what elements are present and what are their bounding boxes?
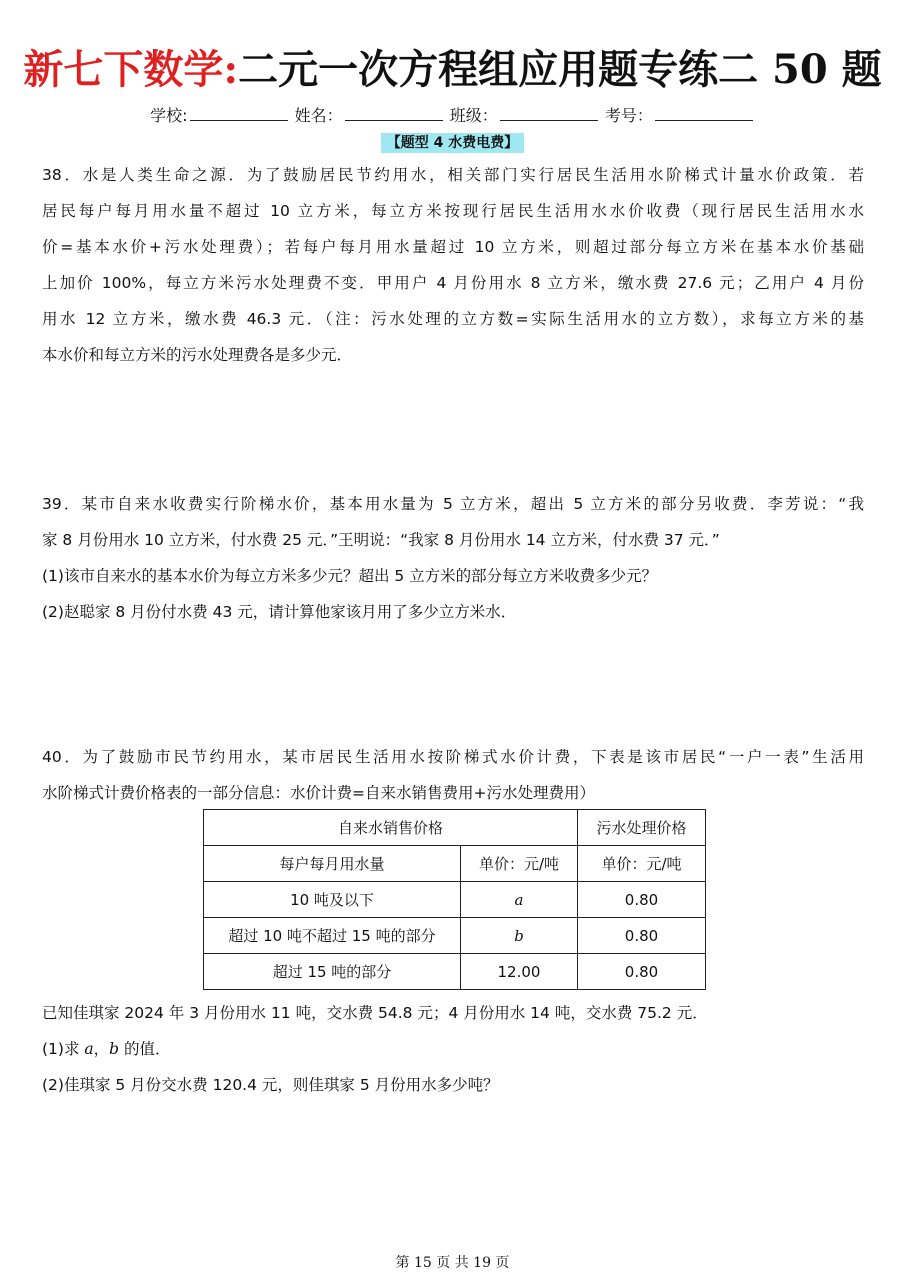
price-cell: 12.00 xyxy=(461,954,578,990)
q40-var-a: a xyxy=(84,1040,94,1058)
col-sewage-unit-header: 单价：元/吨 xyxy=(578,846,706,882)
exam-no-field[interactable] xyxy=(655,104,753,121)
title-black-part: 二元一次方程组应用题专练二 50 题 xyxy=(238,46,882,93)
q38-line: 价=基本水价+污水处理费）；若每户每月用水量超过 10 立方米，则超过部分每立方米在基本水价基础 xyxy=(42,238,864,256)
class-field[interactable] xyxy=(500,104,598,121)
usage-cell: 10 吨及以下 xyxy=(204,882,461,918)
table-row xyxy=(204,882,706,918)
header-sewage-price: 污水处理价格 xyxy=(578,810,706,846)
name-label: 姓名： xyxy=(294,106,343,125)
q40-p1-sep: ， xyxy=(93,1040,110,1058)
q38-line: 用水 12 立方米，缴水费 46.3 元．（注：污水处理的立方数=实际生活用水的立方数），求每立方米的基 xyxy=(42,310,864,328)
table-row xyxy=(204,954,706,990)
q39-subquestion-2: (2)赵聪家 8 月份付水费 43 元，请计算他家该月用了多少立方米水． xyxy=(42,603,517,621)
q38-line: 上加价 100%，每立方米污水处理费不变．甲用户 4 月份用水 8 立方米，缴水费 27.6 元；乙用户 4 月份 xyxy=(42,274,864,292)
question-39 xyxy=(42,486,864,630)
table-subheader-row xyxy=(204,846,706,882)
q40-known-info: 已知佳琪家 2024 年 3 月份用水 11 吨，交水费 54.8 元；4 月份用水 14 吨，交水费 75.2 元． xyxy=(42,1004,708,1022)
table-header-row xyxy=(204,810,706,846)
page-title xyxy=(0,44,905,96)
question-38 xyxy=(42,157,864,373)
usage-cell: 超过 10 吨不超过 15 吨的部分 xyxy=(204,918,461,954)
q40-subquestion-1 xyxy=(42,1031,864,1067)
class-label: 班级： xyxy=(449,106,498,125)
q40-line: 40．为了鼓励市民节约用水，某市居民生活用水按阶梯式水价计费，下表是该市居民“一户一表”生活用 xyxy=(42,748,864,766)
sewage-cell: 0.80 xyxy=(578,954,706,990)
name-field[interactable] xyxy=(345,104,443,121)
q38-line: 本水价和每立方米的污水处理费各是多少元． xyxy=(42,346,353,364)
q39-line: 家 8 月份用水 10 立方米，付水费 25 元．”王明说：“我家 8 月份用水 14 立方米，付水费 37 元．” xyxy=(42,531,720,549)
sewage-cell: 0.80 xyxy=(578,882,706,918)
section-tag-label: 【题型 4 水费电费】 xyxy=(381,133,525,153)
q38-line: 38．水是人类生命之源．为了鼓励居民节约用水，相关部门实行居民生活用水阶梯式计量水价政策．若 xyxy=(42,166,864,184)
q40-p1-suffix: 的值． xyxy=(119,1040,171,1058)
header-sales-price: 自来水销售价格 xyxy=(204,810,578,846)
col-unit-price-header: 单价：元/吨 xyxy=(461,846,578,882)
title-red-part: 新七下数学: xyxy=(23,46,239,93)
usage-cell: 超过 15 吨的部分 xyxy=(204,954,461,990)
col-usage-header: 每户每月用水量 xyxy=(204,846,461,882)
price-cell: a xyxy=(461,882,578,918)
q40-subquestion-2: (2)佳琪家 5 月份交水费 120.4 元，则佳琪家 5 月份用水多少吨？ xyxy=(42,1076,499,1094)
exam-no-label: 考号： xyxy=(604,106,653,125)
student-info-line xyxy=(0,104,905,128)
q38-line: 居民每户每月用水量不超过 10 立方米，每立方米按现行居民生活用水水价收费（现行居民生活用水水 xyxy=(42,202,864,220)
question-40 xyxy=(42,739,864,811)
q40-line: 水阶梯式计费价格表的一部分信息：水价计费=自来水销售费用+污水处理费用） xyxy=(42,784,595,802)
q40-var-b: b xyxy=(109,1040,120,1058)
q40-p1-prefix: (1)求 xyxy=(42,1040,85,1058)
sewage-cell: 0.80 xyxy=(578,918,706,954)
water-price-table xyxy=(203,809,706,990)
table-row xyxy=(204,918,706,954)
price-cell: b xyxy=(461,918,578,954)
q39-line: 39．某市自来水收费实行阶梯水价，基本用水量为 5 立方米，超出 5 立方米的部分另收费．李芳说：“我 xyxy=(42,495,864,513)
school-label: 学校: xyxy=(150,106,188,125)
school-field[interactable] xyxy=(190,104,288,121)
q39-subquestion-1: (1)该市自来水的基本水价为每立方米多少元？超出 5 立方米的部分每立方米收费多少元？ xyxy=(42,567,658,585)
page-number: 第 15 页 共 19 页 xyxy=(395,1255,510,1271)
question-40-continued xyxy=(42,995,864,1103)
section-tag xyxy=(0,132,905,153)
